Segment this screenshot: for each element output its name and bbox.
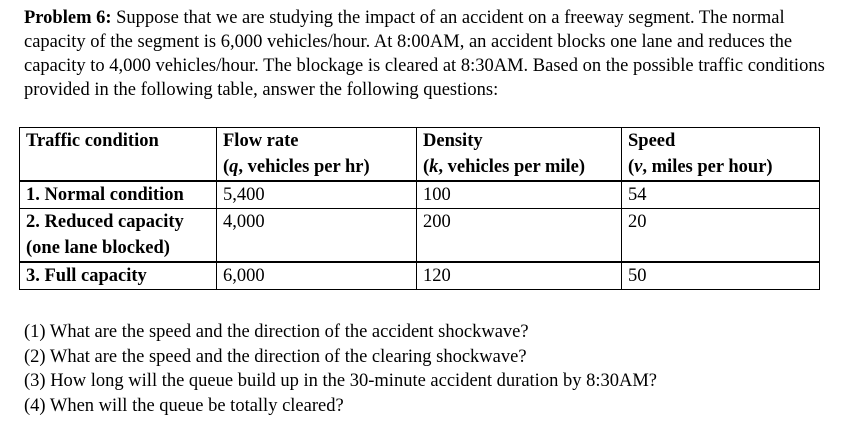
table-row: [20, 181, 820, 209]
header-speed-unit: (v, miles per hour): [628, 157, 773, 177]
questions-list: [24, 320, 657, 418]
row-speed: 20: [622, 209, 820, 263]
row-speed: 50: [622, 262, 820, 290]
problem-label: Problem 6:: [24, 8, 112, 28]
problem-statement: [24, 6, 844, 102]
header-speed-label: Speed: [628, 131, 676, 151]
row-density: 200: [417, 209, 622, 263]
header-density: [417, 128, 622, 182]
table-row: [20, 262, 820, 290]
row-condition: 3. Full capacity: [20, 262, 217, 290]
question-item: (1) What are the speed and the direction of the accident shockwave?: [24, 322, 529, 342]
row-speed: 54: [622, 181, 820, 209]
row-flow: 5,400: [217, 181, 417, 209]
table-row: [20, 209, 820, 263]
header-traffic-condition-label: Traffic condition: [26, 131, 159, 151]
row-flow: 6,000: [217, 262, 417, 290]
header-flow-rate-unit: (q, vehicles per hr): [223, 157, 370, 177]
row-flow: 4,000: [217, 209, 417, 263]
row-condition-line2: (one lane blocked): [26, 238, 170, 258]
header-traffic-condition: [20, 128, 217, 182]
traffic-conditions-table: [19, 127, 820, 290]
row-condition: [20, 209, 217, 263]
problem-text: Suppose that we are studying the impact of an accident on a freeway segment. The normal capacity of the segment is 6,000 vehicles/hour. At 8:00AM, an accident blocks one lane and reduces the capacity to 4,000 vehicles/hour. The blockage is cleared at 8:30AM. Based on the possible traffic conditions provided in the following table, answer the following questions:: [24, 8, 825, 100]
header-flow-rate: [217, 128, 417, 182]
header-speed: [622, 128, 820, 182]
row-condition: 1. Normal condition: [20, 181, 217, 209]
row-condition-line1: 2. Reduced capacity: [26, 212, 184, 232]
question-item: (3) How long will the queue build up in the 30-minute accident duration by 8:30AM?: [24, 371, 657, 391]
header-density-unit: (k, vehicles per mile): [423, 157, 586, 177]
row-density: 100: [417, 181, 622, 209]
header-flow-rate-label: Flow rate: [223, 131, 299, 151]
table-header-row: [20, 128, 820, 182]
question-item: (4) When will the queue be totally cleared?: [24, 395, 344, 416]
header-density-label: Density: [423, 131, 483, 151]
question-item: (2) What are the speed and the direction of the clearing shockwave?: [24, 346, 527, 367]
row-density: 120: [417, 262, 622, 290]
